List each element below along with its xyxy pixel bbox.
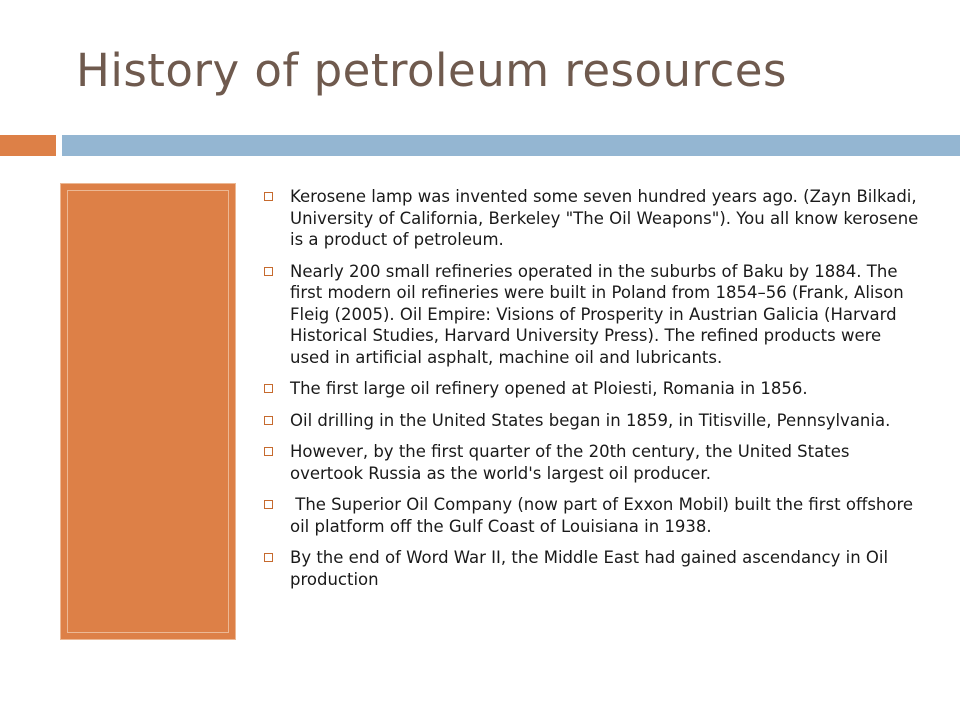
bullet-item	[262, 547, 922, 590]
bullet-square-icon	[264, 384, 273, 393]
bullet-text: Nearly 200 small refineries operated in the suburbs of Baku by 1884. The first modern oil refineries were built in Poland from 1854–56 (Frank, Alison Fleig (2005). Oil Empire: Visions of Prosperity in Austrian Galicia (Harvard Historical Studies, Harvard University Press). The refined products were used in artificial asphalt, machine oil and lubricants.	[290, 261, 904, 367]
decorative-side-panel	[60, 183, 236, 640]
bullet-text: The Superior Oil Company (now part of Exxon Mobil) built the first offshore oil platform off the Gulf Coast of Louisiana in 1938.	[290, 495, 919, 536]
bullet-item	[262, 378, 922, 400]
accent-bar-orange	[0, 135, 56, 156]
bullet-square-icon	[264, 553, 273, 562]
bullet-text: By the end of Word War II, the Middle East had gained ascendancy in Oil production	[290, 548, 889, 589]
bullet-item	[262, 441, 922, 484]
bullet-square-icon	[264, 416, 273, 425]
bullet-item	[262, 186, 922, 251]
bullet-item	[262, 494, 922, 537]
bullet-text: Oil drilling in the United States began in 1859, in Titisville, Pennsylvania.	[290, 410, 891, 430]
bullet-item	[262, 410, 922, 432]
bullet-text: Kerosene lamp was invented some seven hundred years ago. (Zayn Bilkadi, University of California, Berkeley "The Oil Weapons"). You all know kerosene is a product of petroleum.	[290, 187, 919, 249]
bullet-square-icon	[264, 192, 273, 201]
bullet-square-icon	[264, 447, 273, 456]
bullet-list	[262, 186, 922, 600]
bullet-square-icon	[264, 267, 273, 276]
slide-title: History of petroleum resources	[76, 44, 787, 97]
accent-bar-blue	[62, 135, 960, 156]
bullet-item	[262, 261, 922, 369]
bullet-text: The first large oil refinery opened at Ploiesti, Romania in 1856.	[290, 379, 808, 398]
bullet-square-icon	[264, 500, 273, 509]
side-panel-frame	[67, 190, 229, 633]
bullet-text: However, by the first quarter of the 20th century, the United States overtook Russia as the world's largest oil producer.	[290, 442, 850, 483]
